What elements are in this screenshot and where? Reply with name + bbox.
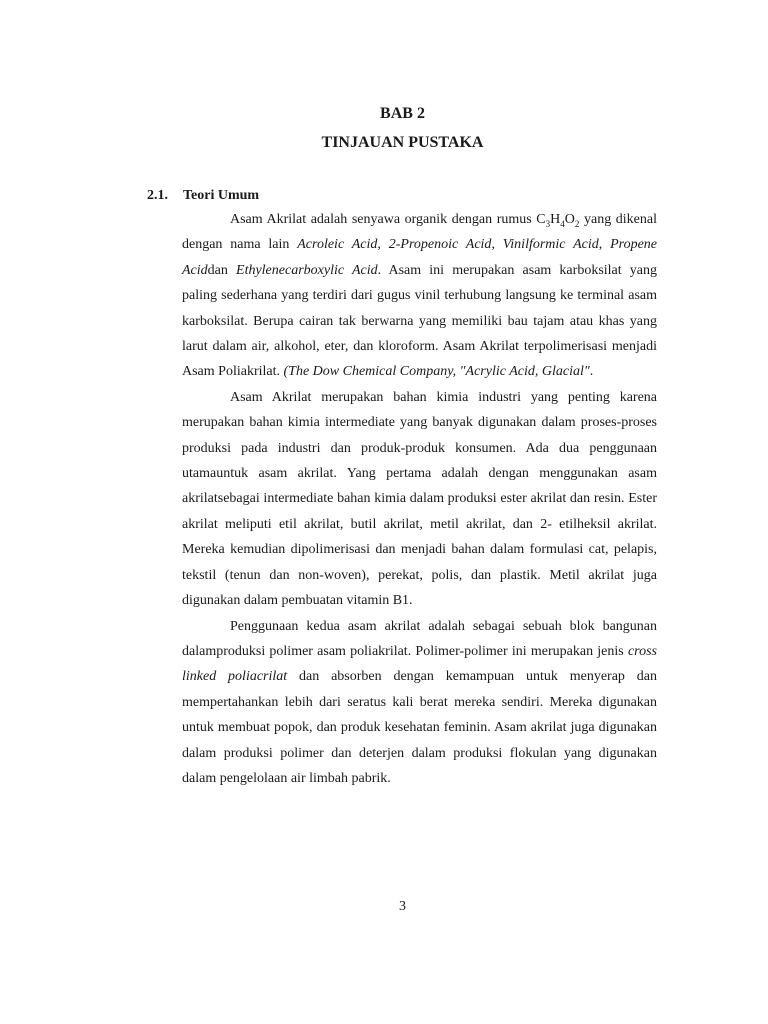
text-run: , <box>377 237 389 253</box>
paragraph <box>182 207 657 385</box>
italic-term: Vinilformic Acid <box>502 237 599 253</box>
text-run: H <box>550 212 561 227</box>
italic-term: cross linked poliacrilat <box>182 643 657 685</box>
paragraph: Asam Akrilat merupakan bahan kimia industri yang penting karena merupakan bahan kimia intermediate yang banyak digunakan dalam proses-proses produksi pada industri dan produk-produk konsumen. Ada dua penggunaan utamauntuk asam akrilat. Yang pertama adalah dengan menggunakan asam akrilatsebagai intermediate bahan kimia dalam produksi ester akrilat dan resin. Ester akrilat meliputi etil akrilat, butil akrilat, metil akrilat, dan 2- etilheksil akrilat. Mereka kemudian dipolimerisasi dan menjadi bahan dalam formulasi cat, pelapis, tekstil (tenun dan non-woven), perekat, polis, dan plastik. Metil akrilat juga digunakan dalam pembuatan vitamin B1. <box>182 389 657 609</box>
page-number: 3 <box>399 899 406 914</box>
subscript: 3 <box>545 218 551 229</box>
text-run: Penggunaan kedua asam akrilat adalah sebagai sebuah blok bangunan dalamproduksi polimer asam poliakrilat. Polimer-polimer ini merupakan jenis <box>182 618 657 659</box>
italic-term: Acroleic Acid <box>297 237 378 253</box>
section-number: 2.1. <box>147 188 168 203</box>
text-run: Asam Akrilat adalah senyawa organik dengan rumus C <box>230 212 546 227</box>
subscript: 4 <box>560 218 565 229</box>
section-heading <box>147 186 259 206</box>
text-run: . Asam ini merupakan asam karboksilat yang paling sederhana yang terdiri dari gugus vinil terhubung langsung ke terminal asam karboksilat. Berupa cairan tak berwarna yang memiliki bau tajam atau khas yang larut dalam air, alkohol, eter, dan kloroform. Asam Akrilat terpolimerisasi menjadi Asam Poliakrilat. <box>182 262 657 380</box>
body-text <box>182 207 657 791</box>
text-run: dan <box>207 262 237 278</box>
text-run: yang dikenal dengan nama lain <box>182 212 657 253</box>
subscript: 2 <box>574 218 580 229</box>
italic-term: Propene Acid <box>182 237 658 278</box>
text-run: . <box>589 364 594 380</box>
italic-term: 2-Propenoic Acid <box>388 237 492 253</box>
italic-citation: (The Dow Chemical Company, "Acrylic Acid, Glacial" <box>283 364 590 380</box>
chapter-title: TINJAUAN PUSTAKA <box>321 134 484 151</box>
chapter-number: BAB 2 <box>380 105 425 122</box>
section-title: Teori Umum <box>183 188 260 203</box>
text-run: O <box>564 212 575 227</box>
paragraph <box>182 614 657 792</box>
text-run: , <box>598 237 611 253</box>
italic-term: Ethylenecarboxylic Acid <box>236 262 378 278</box>
text-run: dan absorben dengan kemampuan untuk menyerap dan mempertahankan lebih dari seratus kali berat mereka sendiri. Mereka digunakan untuk membuat popok, dan produk kesehatan feminin. Asam akrilat juga digunakan dalam produksi polimer dan deterjen dalam produksi flokulan yang digunakan dalam pengelolaan air limbah pabrik. <box>182 669 657 786</box>
text-run: , <box>491 237 503 253</box>
